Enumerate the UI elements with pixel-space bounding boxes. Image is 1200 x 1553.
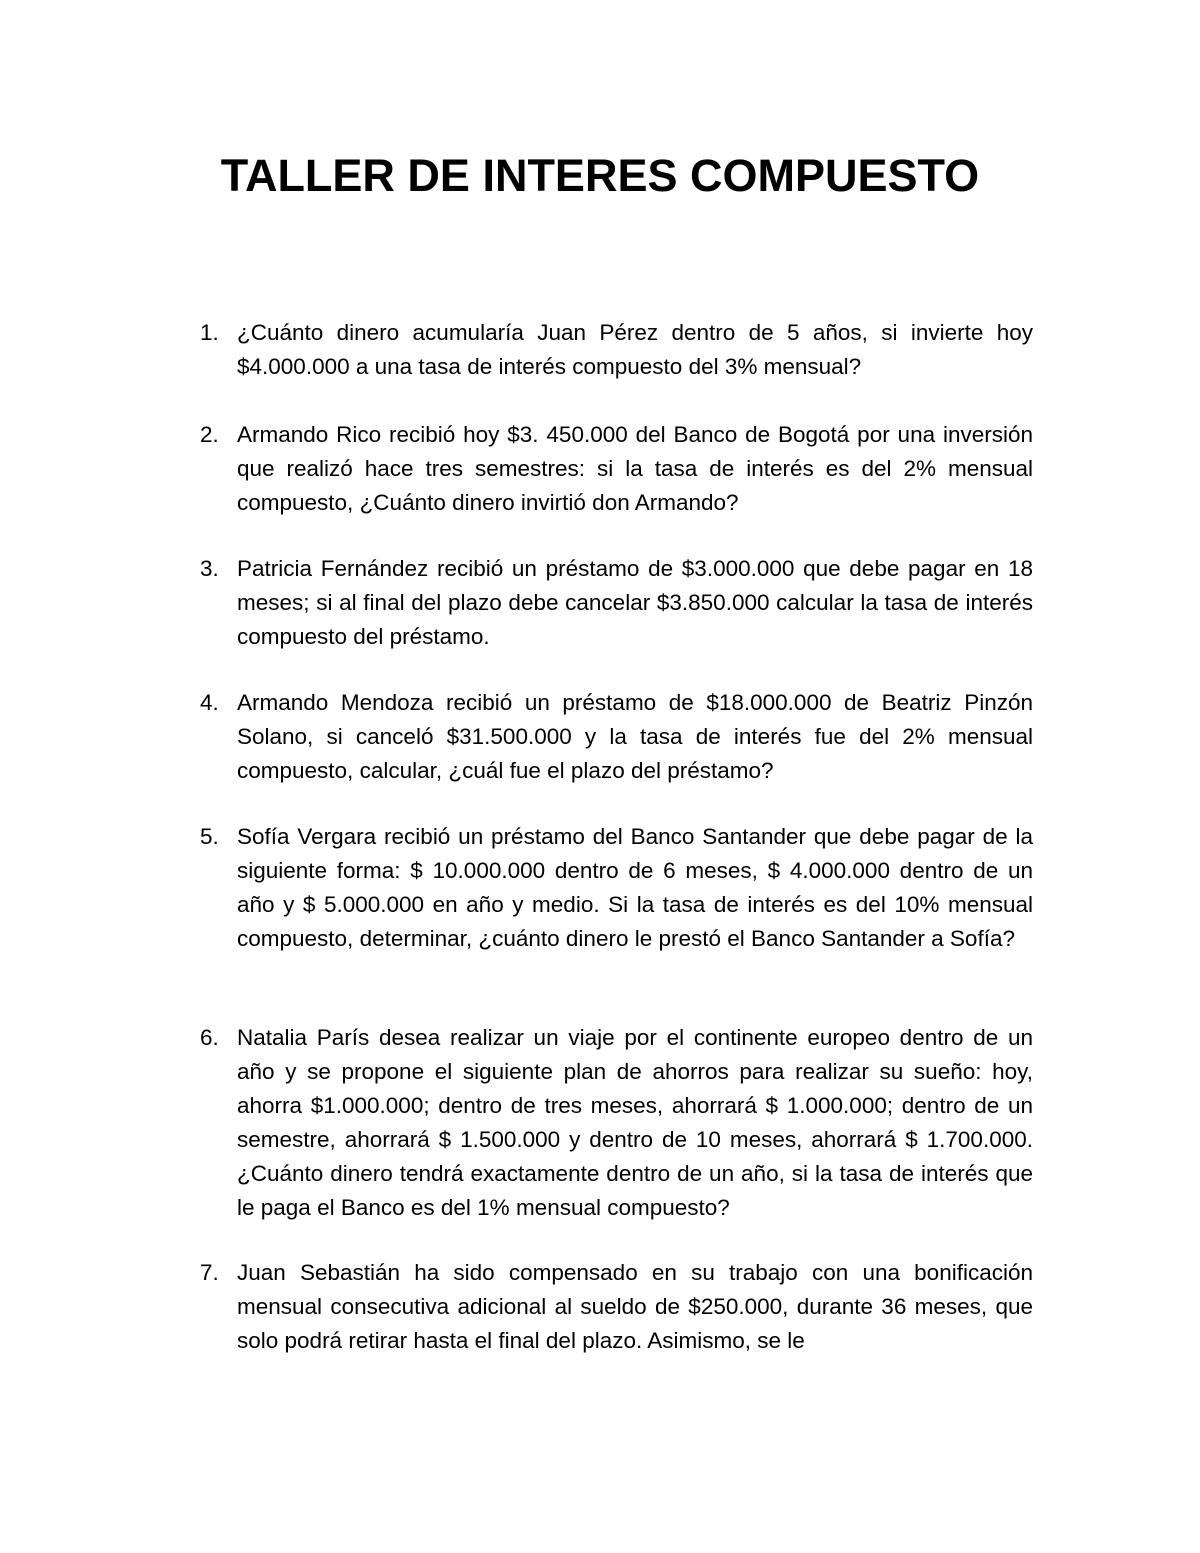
question-text: Juan Sebastián ha sido compensado en su trabajo con una bonificación mensual consecutiva adicional al sueldo de $250.000, durante 36 meses, que solo podrá retirar hasta el final del plazo. Asimismo, se le (237, 1260, 1033, 1353)
question-text: Armando Mendoza recibió un préstamo de $18.000.000 de Beatriz Pinzón Solano, si canceló $31.500.000 y la tasa de interés fue del 2% mensual compuesto, calcular, ¿cuál fue el plazo del préstamo? (237, 690, 1033, 783)
question-text: ¿Cuánto dinero acumularía Juan Pérez dentro de 5 años, si invierte hoy $4.000.000 a una tasa de interés compuesto del 3% mensual? (237, 320, 1033, 379)
question-number: 7. (200, 1260, 219, 1285)
question-number: 6. (200, 1025, 219, 1050)
document-title: TALLER DE INTERES COMPUESTO (220, 150, 980, 201)
question-number: 4. (200, 690, 219, 715)
question-text: Patricia Fernández recibió un préstamo de $3.000.000 que debe pagar en 18 meses; si al final del plazo debe cancelar $3.850.000 calcular la tasa de interés compuesto del préstamo. (237, 556, 1033, 649)
question-text: Armando Rico recibió hoy $3. 450.000 del Banco de Bogotá por una inversión que realizó hace tres semestres: si la tasa de interés es del 2% mensual compuesto, ¿Cuánto dinero invirtió don Armando? (237, 422, 1033, 515)
question-number: 1. (200, 320, 219, 345)
question-number: 3. (200, 556, 219, 581)
question-number: 5. (200, 824, 219, 849)
question-text: Sofía Vergara recibió un préstamo del Banco Santander que debe pagar de la siguiente forma: $ 10.000.000 dentro de 6 meses, $ 4.000.000 dentro de un año y $ 5.000.000 en año y medio. Si la tasa de interés es del 10% mensual compuesto, determinar, ¿cuánto dinero le prestó el Banco Santander a Sofía? (237, 824, 1033, 951)
question-text: Natalia París desea realizar un viaje por el continente europeo dentro de un año y se propone el siguiente plan de ahorros para realizar su sueño: hoy, ahorra $1.000.000; dentro de tres meses, ahorrará $ 1.000.000; dentro de un semestre, ahorrará $ 1.500.000 y dentro de 10 meses, ahorrará $ 1.700.000. ¿Cuánto dinero tendrá exactamente dentro de un año, si la tasa de interés que le paga el Banco es del 1% mensual compuesto? (237, 1025, 1033, 1220)
question-number: 2. (200, 422, 219, 447)
